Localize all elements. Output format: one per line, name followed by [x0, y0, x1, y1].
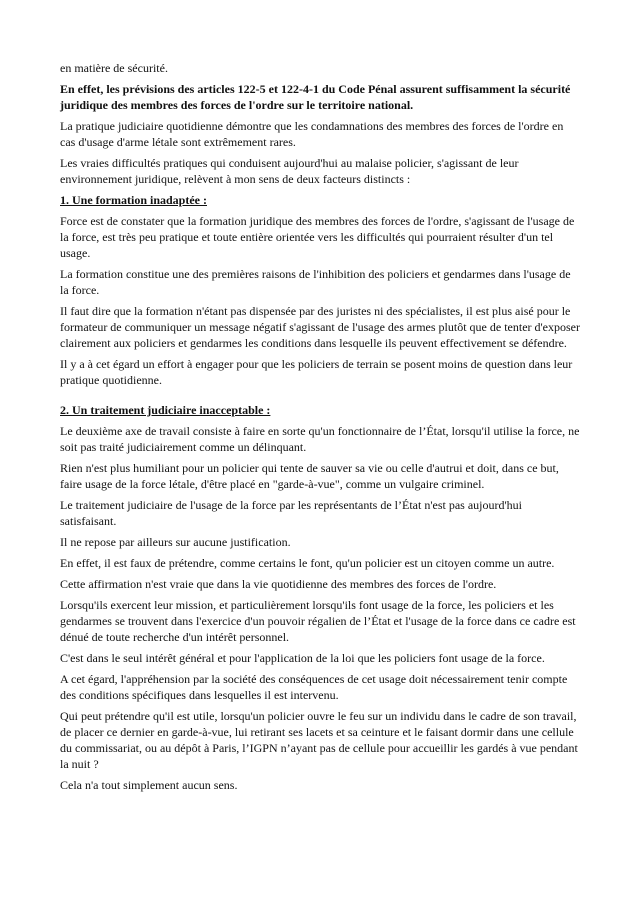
paragraph-traitement-10: Qui peut prétendre qu'il est utile, lorsqu'un policier ouvre le feu sur un individu dans le cadre de son travail, de placer ce dernier en garde-à-vue, lui retirant ses lacets et sa ceinture et le faisant dormir dans une cellule du commissariat, ou au dépôt à Paris, l’IGPN n’ayant pas de cellule pour accueillir les gardés à vue pendant la nuit ? [60, 709, 578, 771]
paragraph-intro-end: en matière de sécurité. [60, 61, 168, 75]
section-spacer [60, 393, 580, 402]
section-heading-formation: 1. Une formation inadaptée : [60, 193, 207, 207]
paragraph-traitement-8: C'est dans le seul intérêt général et pour l'application de la loi que les policiers font usage de la force. [60, 651, 545, 665]
paragraph-traitement-1: Le deuxième axe de travail consiste à faire en sorte qu'un fonctionnaire de l’État, lorsqu'il utilise la force, ne soit pas traité judiciairement comme un délinquant. [60, 424, 580, 454]
paragraph-traitement-4: Il ne repose par ailleurs sur aucune justification. [60, 535, 291, 549]
paragraph-conclusion: Cela n'a tout simplement aucun sens. [60, 778, 238, 792]
document-page [60, 60, 580, 798]
paragraph-judicial-practice: La pratique judiciaire quotidienne démontre que les condamnations des membres des forces de l'ordre en cas d'usage d'arme létale sont extrêmement rares. [60, 119, 564, 149]
paragraph-real-difficulties: Les vraies difficultés pratiques qui conduisent aujourd'hui au malaise policier, s'agissant de leur environnement juridique, relèvent à mon sens de deux facteurs distincts : [60, 156, 519, 186]
paragraph-formation-1: Force est de constater que la formation juridique des membres des forces de l'ordre, s'agissant de l'usage de la force, est très peu pratique et toute entière orientée vers les difficultés qui pourraient résulter d'un tel usage. [60, 214, 575, 260]
paragraph-traitement-2: Rien n'est plus humiliant pour un policier qui tente de sauver sa vie ou celle d'autrui et doit, dans ce but, faire usage de la force létale, d'être placé en "garde-à-vue", comme un vulgaire criminel. [60, 461, 559, 491]
paragraph-formation-4: Il y a à cet égard un effort à engager pour que les policiers de terrain se posent moins de question dans leur pratique quotidienne. [60, 357, 573, 387]
paragraph-traitement-6: Cette affirmation n'est vraie que dans la vie quotidienne des membres des forces de l'ordre. [60, 577, 497, 591]
paragraph-traitement-9: A cet égard, l'appréhension par la société des conséquences de cet usage doit nécessairement tenir compte des conditions spécifiques dans lesquelles il est intervenu. [60, 672, 568, 702]
paragraph-legal-provisions: En effet, les prévisions des articles 122-5 et 122-4-1 du Code Pénal assurent suffisamment la sécurité juridique des membres des forces de l'ordre sur le territoire national. [60, 82, 571, 112]
paragraph-traitement-5: En effet, il est faux de prétendre, comme certains le font, qu'un policier est un citoyen comme un autre. [60, 556, 555, 570]
paragraph-traitement-3: Le traitement judiciaire de l'usage de la force par les représentants de l’État n'est pas aujourd'hui satisfaisant. [60, 498, 522, 528]
paragraph-formation-3: Il faut dire que la formation n'étant pas dispensée par des juristes ni des spécialistes, il est plus aisé pour le formateur de communiquer un message négatif s'agissant de l'usage des armes plutôt que de tenter d'exposer clairement aux policiers et gendarmes les conditions dans lesquelle ils peuvent effectivement se défendre. [60, 304, 580, 350]
paragraph-traitement-7: Lorsqu'ils exercent leur mission, et particulièrement lorsqu'ils font usage de la force, les policiers et les gendarmes se trouvent dans l'exercice d'un pouvoir régalien de l’État et l'usage de la force dans ce cadre est dénué de toute recherche d'un intérêt personnel. [60, 598, 576, 644]
section-heading-traitement: 2. Un traitement judiciaire inacceptable : [60, 403, 271, 417]
paragraph-formation-2: La formation constitue une des premières raisons de l'inhibition des policiers et gendarmes dans l'usage de la force. [60, 267, 571, 297]
